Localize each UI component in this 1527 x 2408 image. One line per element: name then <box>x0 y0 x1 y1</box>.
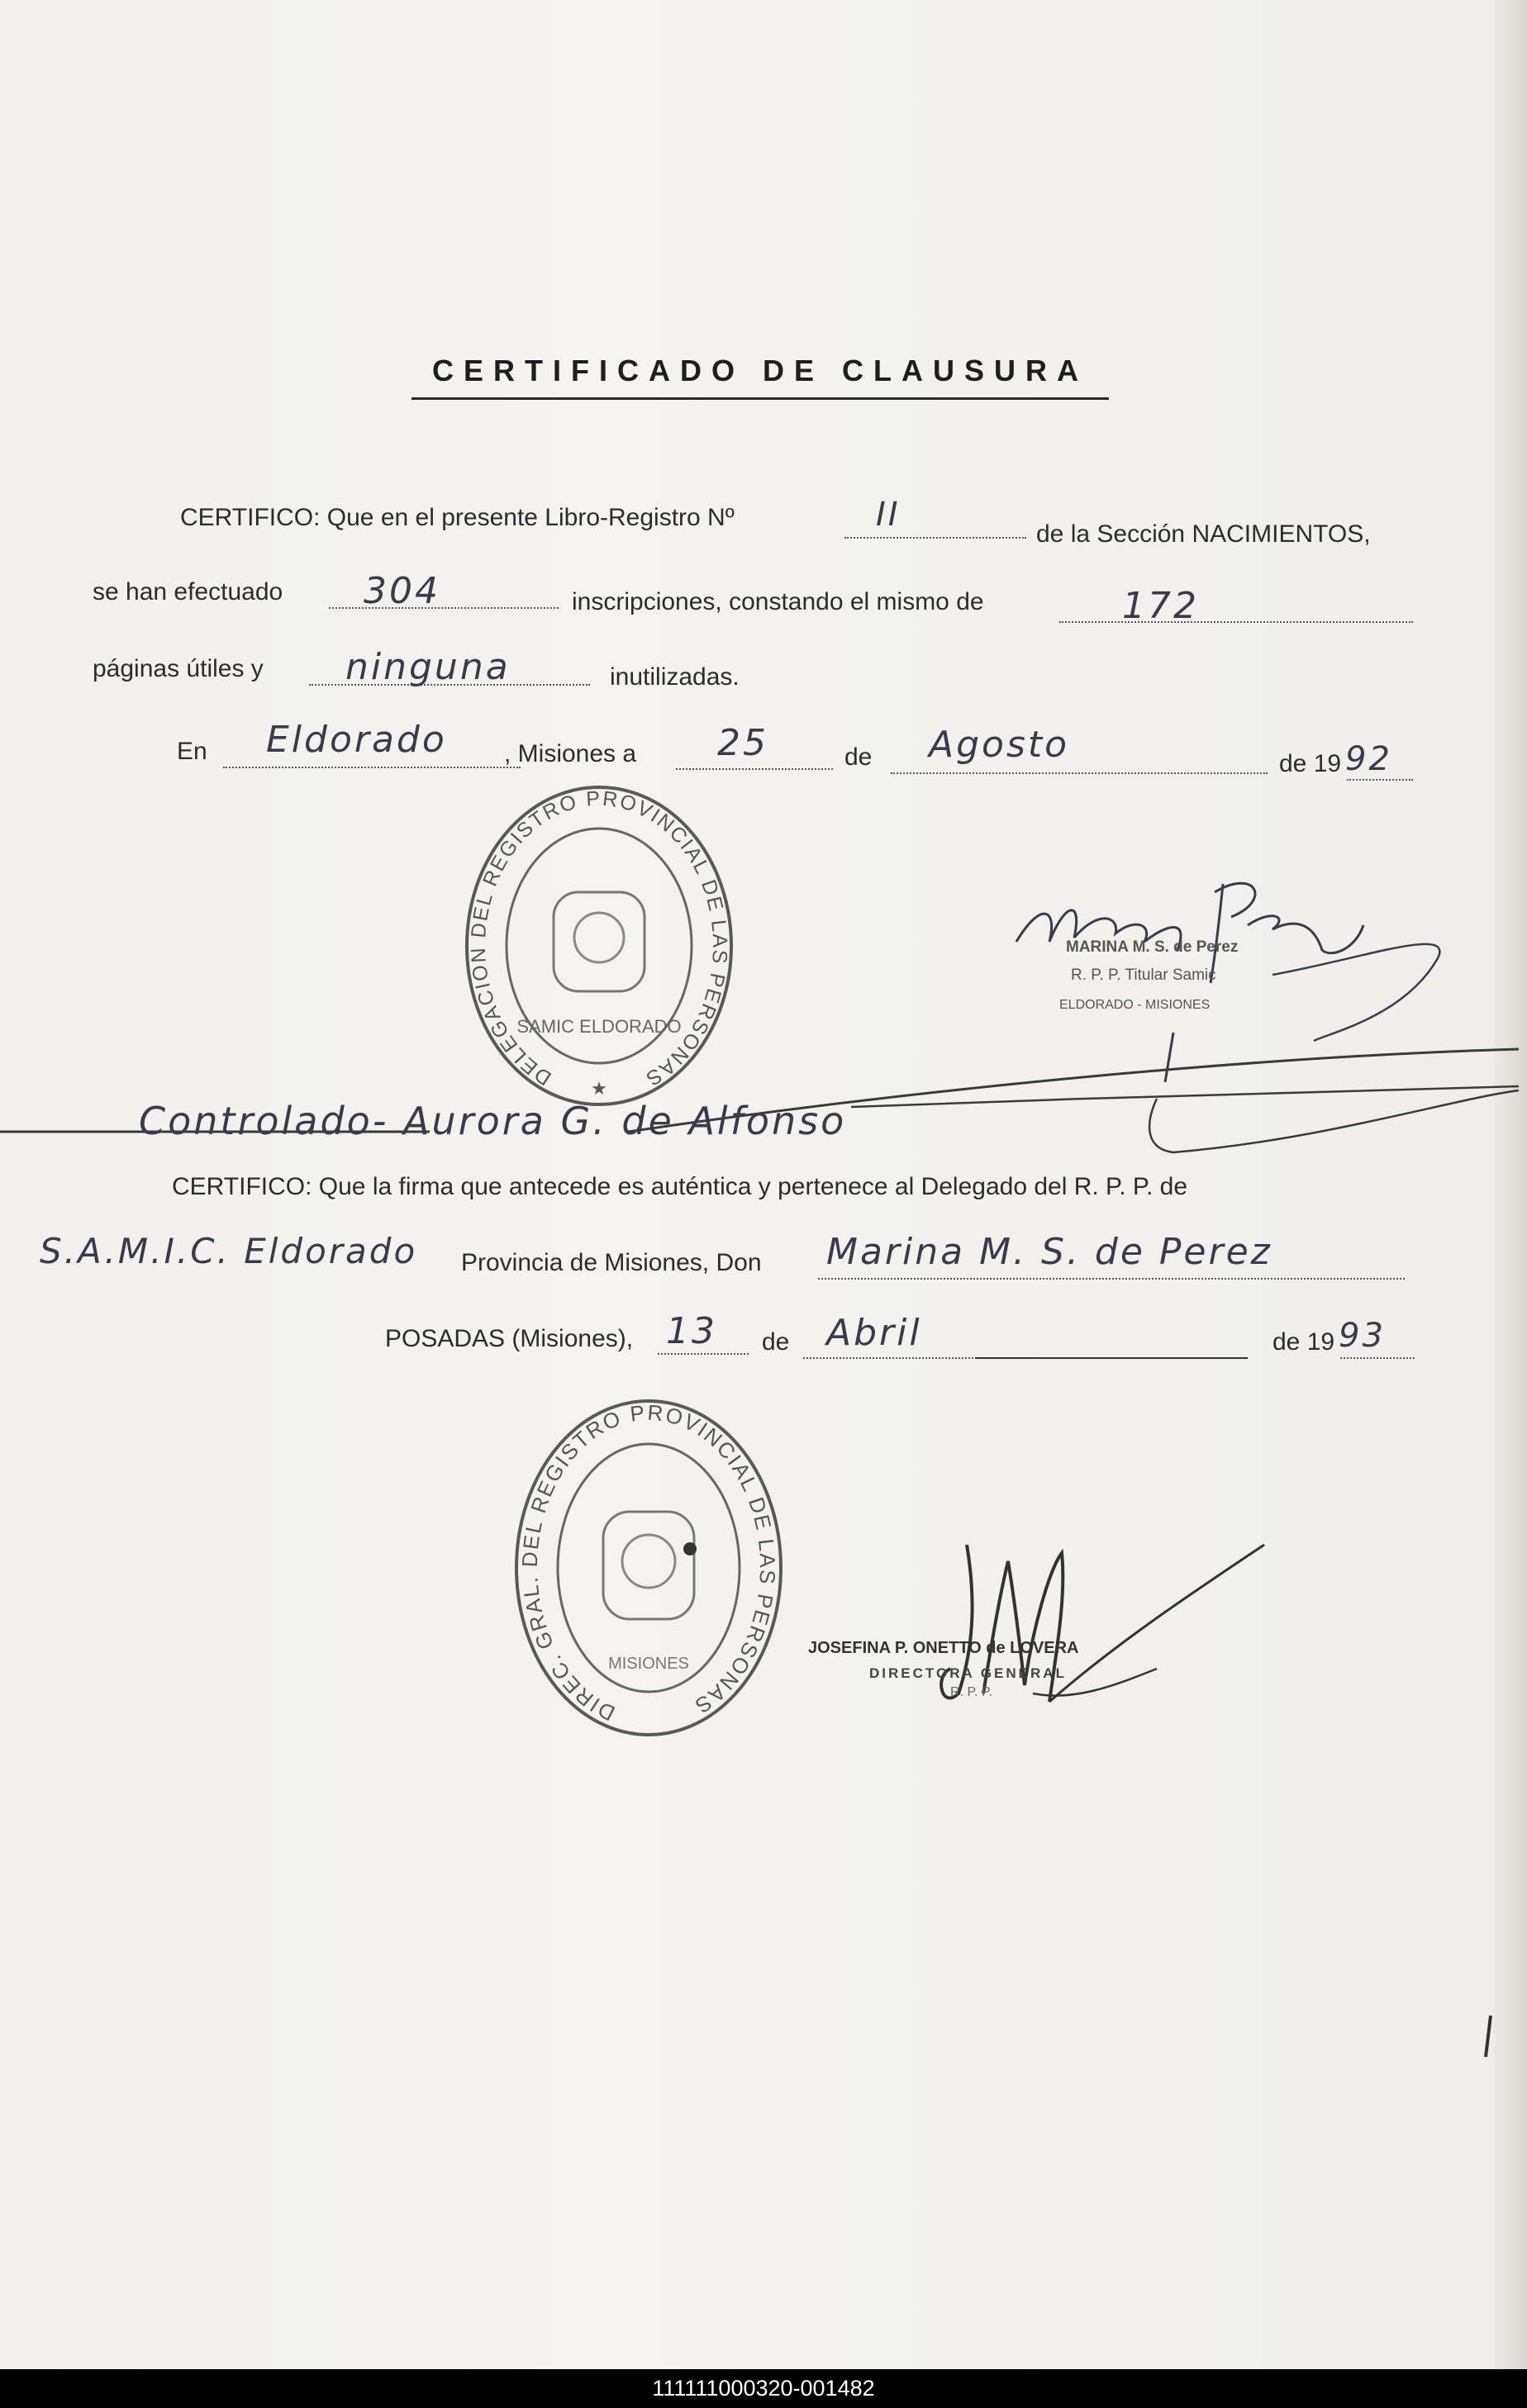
line5-text: CERTIFICO: Que la firma que antecede es auténtica y pertenece al Delegado del R. P. P. de <box>172 1173 1188 1200</box>
year2-field <box>1340 1357 1415 1359</box>
footer-code: 111111000320-001482 <box>652 2376 875 2401</box>
delegacion-handwritten: S.A.M.I.C. Eldorado <box>40 1231 418 1271</box>
line4-de: de <box>844 743 873 771</box>
libro-num-field <box>844 537 1026 539</box>
line4-year-prefix: de 19 <box>1279 750 1342 777</box>
line4-prefix: En <box>177 738 207 765</box>
mes2-field <box>803 1357 973 1359</box>
signature2-strokes <box>925 1528 1272 1743</box>
scan-footer <box>0 2369 1527 2408</box>
line3-prefix: páginas útiles y <box>93 655 264 682</box>
line2-middle: inscripciones, constando el mismo de <box>572 588 984 615</box>
line2-prefix: se han efectuado <box>93 578 283 606</box>
signature2-name: JOSEFINA P. ONETTO de LOVERA <box>808 1639 1079 1657</box>
document-title: CERTIFICADO DE CLAUSURA <box>432 354 1088 387</box>
line4-misiones: , Misiones a <box>504 740 637 767</box>
paginas-handwritten: 172 <box>1122 585 1199 627</box>
stamp1-ring-text: DELEGACION DEL REGISTRO PROVINCIAL DE LAS PERSONAS <box>466 786 732 1091</box>
signature1-name: MARINA M. S. de Perez <box>1066 938 1239 956</box>
line1-suffix: de la Sección NACIMIENTOS, <box>1036 520 1371 548</box>
dia-field <box>676 768 833 770</box>
signature1-place: ELDORADO - MISIONES <box>1059 998 1211 1012</box>
dia-handwritten: 25 <box>717 722 768 764</box>
mes-handwritten: Agosto <box>929 724 1070 766</box>
dia2-handwritten: 13 <box>666 1310 717 1352</box>
dia2-field <box>658 1353 749 1355</box>
line6-middle: Provincia de Misiones, Don <box>461 1249 762 1276</box>
svg-text:★: ★ <box>591 1078 607 1099</box>
inscripciones-handwritten: 304 <box>364 570 440 612</box>
paginas-field <box>1059 621 1413 623</box>
libro-num-handwritten: II <box>876 496 901 534</box>
directorate-seal-stamp <box>512 1396 785 1743</box>
stamp2-ring-text: DIREC. GRAL. DEL REGISTRO PROVINCIAL DE LAS PERSONAS <box>516 1399 781 1726</box>
inutilizadas-handwritten: ninguna <box>345 646 511 688</box>
signature2-org: R. P. P. <box>950 1685 992 1699</box>
title-underline <box>411 397 1109 400</box>
lugar-field <box>223 767 521 768</box>
lugar-handwritten: Eldorado <box>266 719 447 761</box>
year-field <box>1347 779 1413 781</box>
line7-year-prefix: de 19 <box>1272 1328 1335 1356</box>
stamp2-inner-text: MISIONES <box>608 1655 689 1673</box>
line1-prefix: CERTIFICO: Que en el presente Libro-Registro Nº <box>180 504 735 531</box>
year-handwritten: 92 <box>1345 740 1392 778</box>
mes-field <box>891 772 1268 774</box>
signature1-role: R. P. P. Titular Samic <box>1071 967 1216 984</box>
year2-handwritten: 93 <box>1339 1317 1386 1355</box>
nombre-handwritten: Marina M. S. de Perez <box>826 1231 1272 1273</box>
controlado-handwritten: Controlado- Aurora G. de Alfonso <box>139 1099 847 1143</box>
stamp1-inner-text: SAMIC ELDORADO <box>516 1016 682 1037</box>
line7-de: de <box>762 1328 790 1356</box>
line7-prefix: POSADAS (Misiones), <box>385 1325 634 1352</box>
signature2-role: DIRECTORA GENERAL <box>869 1665 1067 1681</box>
line3-suffix: inutilizadas. <box>610 663 740 691</box>
edge-mark <box>1479 2007 1512 2073</box>
mes2-handwritten: Abril <box>826 1312 922 1354</box>
mes2-underline <box>975 1357 1248 1359</box>
nombre-field <box>818 1278 1405 1280</box>
